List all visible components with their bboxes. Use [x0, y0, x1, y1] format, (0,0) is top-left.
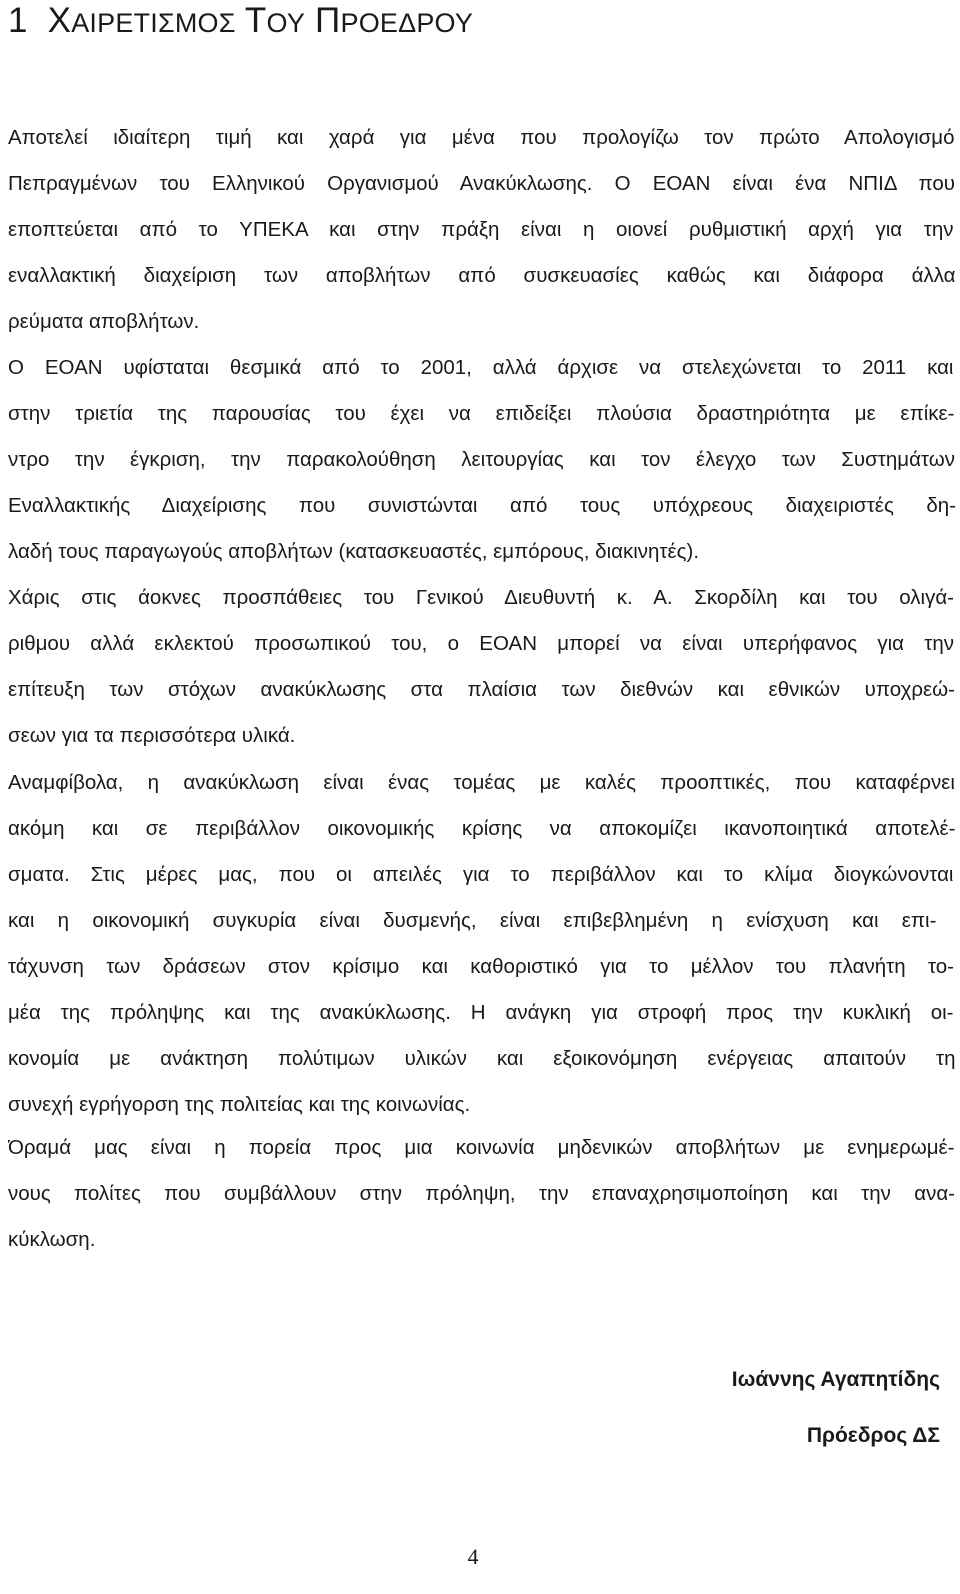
text-line: σεων για τα περισσότερα υλικά. [8, 724, 296, 747]
text-line: επίτευξη των στόχων ανακύκλωσης στα πλαίσια των διεθνών και εθνικών υποχρεώ- [8, 678, 955, 701]
text-line: Ο ΕΟΑΝ υφίσταται θεσμικά από το 2001, αλλά άρχισε να στελεχώνεται το 2011 και [8, 356, 954, 379]
text-line: Χάρις στις άοκνες προσπάθειες του Γενικού Διευθυντή κ. Α. Σκορδίλη και του ολιγά- [8, 586, 954, 609]
text-line: κονομία με ανάκτηση πολύτιμων υλικών και εξοικονόμηση ενέργειας απαιτούν τη [8, 1047, 956, 1070]
text-line: λαδή τους παραγωγούς αποβλήτων (κατασκευαστές, εμπόρους, διακινητές). [8, 540, 700, 563]
text-line: Όραμά μας είναι η πορεία προς μια κοινωνία μηδενικών αποβλήτων με ενημερωμέ- [8, 1136, 955, 1159]
paragraph-history [8, 345, 960, 575]
section-title: ΧΑΙΡΕΤΙΣΜΟΣ ΤΟΥ ΠΡΟΕΔΡΟΥ [47, 1, 474, 40]
text-line: νους πολίτες που συμβάλλουν στην πρόληψη, την επαναχρησιμοποίηση και την ανα- [8, 1182, 955, 1205]
text-line: τάχυνση των δράσεων στον κρίσιμο και καθοριστικό για το μέλλον του πλανήτη το- [8, 955, 954, 978]
signature-title: Πρόεδρος ΔΣ [806, 1424, 940, 1447]
text-line: ακόμη και σε περιβάλλον οικονομικής κρίσης να αποκομίζει ικανοποιητικά αποτελέ- [8, 817, 956, 840]
paragraph-achievements [8, 575, 960, 759]
text-line: εναλλακτική διαχείριση των αποβλήτων από συσκευασίες καθώς και διάφορα άλλα [8, 264, 956, 287]
paragraph-outlook [8, 760, 960, 1128]
text-line: Εναλλακτικής Διαχείρισης που συνιστώνται από τους υπόχρεους διαχειριστές δη- [8, 494, 956, 517]
text-line: συνεχή εγρήγορση της πολιτείας και της κοινωνίας. [8, 1093, 471, 1116]
text-line: και η οικονομική συγκυρία είναι δυσμενής, είναι επιβεβλημένη η ενίσχυση και επι- [8, 909, 937, 932]
paragraph-vision [8, 1125, 960, 1263]
section-heading [8, 0, 473, 44]
page-number: 4 [467, 1544, 479, 1569]
text-line: Αναμφίβολα, η ανακύκλωση είναι ένας τομέας με καλές προοπτικές, που καταφέρνει [8, 771, 955, 794]
paragraph-intro [8, 115, 960, 345]
text-line: μέα της πρόληψης και της ανακύκλωσης. Η ανάγκη για στροφή προς την κυκλική οι- [8, 1001, 954, 1024]
text-line: ριθμου αλλά εκλεκτού προσωπικού του, ο ΕΟΑΝ μπορεί να είναι υπερήφανος για την [8, 632, 954, 655]
text-line: εποπτεύεται από το ΥΠΕΚΑ και στην πράξη είναι η οιονεί ρυθμιστική αρχή για την [8, 218, 954, 241]
text-line: Πεπραγμένων του Ελληνικού Οργανισμού Ανακύκλωσης. Ο ΕΟΑΝ είναι ένα ΝΠΙΔ που [8, 172, 955, 195]
text-line: στην τριετία της παρουσίας του έχει να επιδείξει πλούσια δραστηριότητα με επίκε- [8, 402, 955, 425]
text-line: Αποτελεί ιδιαίτερη τιμή και χαρά για μένα που προλογίζω τον πρώτο Απολογισμό [8, 126, 955, 149]
signature-name: Ιωάννης Αγαπητίδης [731, 1368, 940, 1391]
text-line: ντρο την έγκριση, την παρακολούθηση λειτουργίας και τον έλεγχο των Συστημάτων [8, 448, 955, 471]
text-line: κύκλωση. [8, 1228, 96, 1251]
text-line: ρεύματα αποβλήτων. [8, 310, 200, 333]
text-line: σματα. Στις μέρες μας, που οι απειλές για το περιβάλλον και το κλίμα διογκώνονται [8, 863, 954, 886]
section-number: 1 [8, 1, 28, 40]
